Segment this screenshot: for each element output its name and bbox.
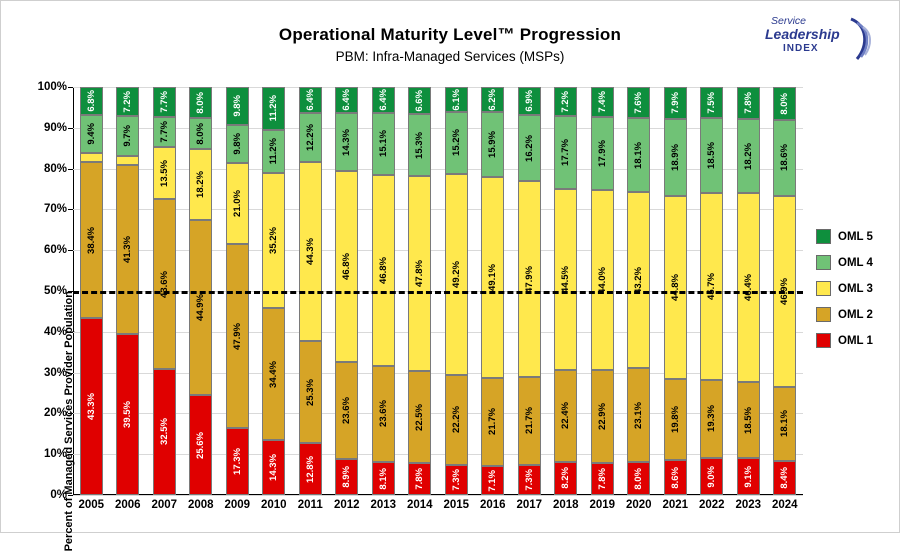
bar-segment-value-label: 6.8%	[85, 90, 97, 112]
bar-segment-oml-1[interactable]	[226, 428, 249, 495]
bar-segment-oml-2[interactable]	[481, 378, 504, 467]
bar-segment-value-label: 47.9%	[231, 322, 243, 350]
bar-segment-value-label: 7.8%	[414, 468, 425, 490]
bar-segment-value-label: 8.0%	[779, 92, 790, 115]
bar-segment-value-label: 34.4%	[268, 360, 279, 388]
bar-segment-value-label: 23.1%	[633, 401, 644, 429]
bar-segment-value-label: 9.8%	[231, 95, 243, 117]
bar-segment-oml-3[interactable]	[518, 181, 541, 376]
bar-segment-oml-2[interactable]	[737, 382, 760, 457]
bar-segment-value-label: 49.1%	[487, 263, 498, 291]
y-tick-label: 30%	[43, 366, 67, 379]
bar-segment-value-label: 47.8%	[414, 260, 425, 288]
bar-segment-value-label: 14.3%	[268, 454, 279, 481]
bar-segment-value-label: 7.5%	[706, 91, 717, 114]
bar-segment-value-label: 15.1%	[377, 130, 389, 158]
legend-item[interactable]	[816, 333, 896, 348]
bar-segment-value-label: 43.6%	[158, 270, 170, 298]
bar-segment-value-label: 11.2%	[268, 95, 279, 122]
bar-segment-value-label: 6.4%	[304, 89, 316, 111]
bar-segment-oml-3[interactable]	[372, 175, 395, 366]
x-tick-label: 2024	[771, 499, 798, 511]
bar-segment-oml-4[interactable]	[627, 118, 650, 192]
bar-segment-value-label: 25.3%	[304, 378, 316, 406]
bar-segment-oml-4[interactable]	[226, 125, 249, 163]
legend-label: OML 1	[838, 334, 873, 347]
bar-segment-oml-1[interactable]	[627, 462, 650, 495]
bar-segment-oml-5[interactable]	[408, 87, 431, 114]
bar-segment-oml-5[interactable]	[189, 87, 212, 118]
x-tick-label: 2008	[187, 499, 214, 511]
bar-segment-value-label: 8.9%	[341, 466, 352, 488]
bar-segment-oml-2[interactable]	[335, 362, 358, 458]
y-axis-title: Percent of Managed Services Provider Population	[63, 291, 75, 551]
bar-segment-value-label: 7.3%	[523, 469, 535, 491]
bar-segment-value-label: 44.3%	[304, 238, 316, 266]
bar-segment-value-label: 15.2%	[450, 129, 462, 157]
bar-segment-oml-5[interactable]	[481, 87, 504, 112]
logo-line-1: Service	[771, 15, 807, 27]
bar-segment-oml-5[interactable]	[664, 87, 687, 119]
bar-segment-value-label: 39.5%	[122, 400, 133, 428]
bar-segment-oml-1[interactable]	[591, 463, 614, 495]
bar-segment-value-label: 11.2%	[268, 138, 279, 165]
bar-segment-oml-4[interactable]	[116, 116, 139, 156]
bar-segment-oml-3[interactable]	[700, 193, 723, 379]
legend-item[interactable]	[816, 229, 896, 244]
bar-segment-value-label: 25.6%	[195, 431, 206, 459]
bar-segment-oml-3[interactable]	[80, 153, 103, 162]
bar-segment-oml-5[interactable]	[700, 87, 723, 118]
y-tick-label: 80%	[43, 162, 67, 175]
bar-segment-oml-3[interactable]	[481, 177, 504, 377]
chart-subtitle: PBM: Infra-Managed Services (MSPs)	[335, 49, 565, 64]
bar-segment-oml-4[interactable]	[299, 113, 322, 162]
bar-segment-oml-3[interactable]	[445, 174, 468, 375]
bar-segment-oml-5[interactable]	[262, 87, 285, 130]
chart-legend	[816, 229, 896, 359]
legend-color-swatch	[816, 229, 831, 244]
bar-segment-value-label: 18.9%	[669, 144, 681, 172]
bar-segment-oml-4[interactable]	[372, 113, 395, 175]
bar-segment-value-label: 19.3%	[706, 405, 717, 433]
bar-segment-oml-4[interactable]	[518, 115, 541, 181]
y-tick-label: 40%	[43, 325, 67, 338]
x-tick-label: 2011	[297, 499, 323, 511]
bar-segment-value-label: 6.1%	[450, 88, 462, 111]
bar-segment-value-label: 7.6%	[633, 91, 644, 114]
bar-segment-value-label: 7.8%	[742, 92, 754, 114]
fifty-percent-reference-line	[73, 291, 803, 294]
bar-segment-oml-1[interactable]	[372, 462, 395, 495]
logo-line-2: Leadership	[765, 26, 840, 42]
bar-segment-oml-2[interactable]	[226, 244, 249, 429]
bar-segment-oml-1[interactable]	[664, 460, 687, 495]
bar-segment-value-label: 6.2%	[487, 88, 498, 111]
bar-segment-oml-5[interactable]	[80, 87, 103, 115]
bar-segment-oml-4[interactable]	[262, 130, 285, 173]
bar-segment-oml-5[interactable]	[445, 87, 468, 112]
bar-segment-value-label: 44.0%	[596, 266, 608, 294]
bar-segment-value-label: 18.5%	[742, 406, 754, 434]
bar-segment-oml-1[interactable]	[299, 443, 322, 495]
bar-segment-oml-2[interactable]	[262, 308, 285, 440]
bar-segment-value-label: 18.2%	[742, 142, 754, 170]
bar-segment-value-label: 12.8%	[304, 455, 316, 483]
y-tick-label: 90%	[43, 121, 67, 134]
bar-segment-value-label: 17.3%	[231, 448, 243, 476]
bar-segment-value-label: 17.7%	[560, 139, 571, 166]
bar-segment-value-label: 23.6%	[377, 400, 389, 428]
bar-segment-value-label: 9.8%	[231, 132, 243, 155]
bar-segment-oml-4[interactable]	[664, 119, 687, 196]
bar-segment-value-label: 18.1%	[633, 141, 644, 169]
bar-segment-oml-2[interactable]	[518, 377, 541, 466]
bar-segment-value-label: 6.6%	[414, 89, 425, 112]
bar-segment-oml-3[interactable]	[591, 190, 614, 370]
bar-segment-oml-4[interactable]	[335, 113, 358, 171]
bar-segment-oml-2[interactable]	[408, 371, 431, 463]
legend-color-swatch	[816, 333, 831, 348]
bar-segment-value-label: 7.4%	[596, 91, 608, 113]
bar-segment-value-label: 18.1%	[779, 410, 790, 438]
bar-segment-oml-3[interactable]	[226, 163, 249, 244]
bar-segment-oml-5[interactable]	[372, 87, 395, 113]
bar-segment-value-label: 35.2%	[268, 227, 279, 255]
bar-segment-value-label: 7.7%	[158, 121, 170, 143]
bar-segment-oml-1[interactable]	[116, 334, 139, 495]
bar-segment-oml-3[interactable]	[262, 173, 285, 308]
bar-segment-value-label: 22.2%	[450, 406, 462, 434]
bar-segment-oml-3[interactable]	[408, 176, 431, 371]
y-tick-label: 20%	[43, 407, 67, 420]
chart-title: Operational Maturity Level™ Progression	[278, 25, 622, 44]
x-tick-label: 2015	[443, 499, 470, 511]
bar-segment-oml-2[interactable]	[80, 162, 103, 319]
bar-segment-value-label: 46.8%	[341, 253, 352, 281]
y-tick-label: 0%	[50, 489, 67, 501]
bar-segment-value-label: 9.7%	[122, 125, 133, 148]
bar-segment-oml-5[interactable]	[116, 87, 139, 116]
bar-segment-value-label: 7.3%	[450, 469, 462, 491]
bar-segment-value-label: 32.5%	[158, 418, 170, 446]
bar-segment-value-label: 47.9%	[523, 265, 535, 293]
x-axis-labels	[73, 499, 803, 511]
bar-segment-oml-1[interactable]	[700, 458, 723, 495]
bar-segment-value-label: 16.2%	[523, 134, 535, 162]
y-tick-label: 60%	[43, 244, 67, 257]
bar-segment-value-label: 6.4%	[377, 89, 389, 111]
bar-segment-oml-4[interactable]	[153, 117, 176, 147]
bar-segment-value-label: 9.4%	[85, 123, 97, 145]
x-tick-label: 2021	[662, 499, 689, 511]
bar-segment-oml-2[interactable]	[700, 380, 723, 459]
bar-segment-oml-4[interactable]	[700, 118, 723, 193]
bar-segment-value-label: 18.2%	[195, 171, 206, 199]
y-tick-label: 10%	[43, 448, 67, 461]
bar-segment-oml-2[interactable]	[299, 341, 322, 443]
x-tick-label: 2013	[370, 499, 397, 511]
bar-segment-value-label: 22.4%	[560, 402, 571, 430]
bar-segment-oml-2[interactable]	[116, 165, 139, 334]
bar-segment-oml-1[interactable]	[408, 463, 431, 495]
gridline	[73, 495, 803, 496]
bar-segment-oml-4[interactable]	[554, 116, 577, 188]
bar-segment-oml-1[interactable]	[773, 461, 796, 495]
bar-segment-value-label: 43.3%	[85, 393, 97, 421]
x-tick-label: 2017	[516, 499, 543, 511]
bar-segment-value-label: 43.2%	[633, 266, 644, 294]
bar-segment-oml-5[interactable]	[554, 87, 577, 116]
x-tick-label: 2018	[552, 499, 579, 511]
bar-segment-oml-3[interactable]	[299, 162, 322, 341]
bar-segment-value-label: 22.9%	[596, 403, 608, 430]
bar-segment-value-label: 46.9%	[779, 277, 790, 305]
bar-segment-value-label: 6.9%	[523, 90, 535, 112]
bar-segment-oml-1[interactable]	[737, 458, 760, 495]
bar-segment-oml-5[interactable]	[591, 87, 614, 117]
logo-line-3: INDEX	[783, 43, 819, 54]
bar-segment-oml-3[interactable]	[627, 192, 650, 368]
bar-segment-value-label: 14.3%	[341, 128, 352, 156]
bar-segment-oml-5[interactable]	[773, 87, 796, 120]
bar-segment-value-label: 13.5%	[158, 159, 170, 187]
bar-segment-value-label: 8.4%	[779, 467, 790, 489]
bar-segment-value-label: 8.0%	[195, 91, 206, 114]
x-tick-label: 2014	[406, 499, 433, 511]
bar-segment-value-label: 8.0%	[633, 467, 644, 490]
bar-segment-oml-3[interactable]	[153, 147, 176, 200]
bar-segment-value-label: 9.0%	[706, 465, 717, 488]
bar-segment-value-label: 45.7%	[706, 272, 717, 300]
bar-segment-oml-4[interactable]	[591, 117, 614, 190]
bar-segment-value-label: 12.2%	[304, 124, 316, 151]
legend-color-swatch	[816, 281, 831, 296]
bar-segment-oml-2[interactable]	[554, 370, 577, 461]
bar-segment-value-label: 38.4%	[85, 226, 97, 254]
bar-segment-oml-2[interactable]	[445, 375, 468, 466]
legend-item[interactable]	[816, 307, 896, 322]
bar-segment-oml-3[interactable]	[335, 171, 358, 362]
bar-segment-oml-1[interactable]	[518, 465, 541, 495]
legend-color-swatch	[816, 255, 831, 270]
bar-segment-value-label: 15.3%	[414, 131, 425, 159]
bar-segment-oml-1[interactable]	[80, 318, 103, 495]
bar-segment-oml-3[interactable]	[116, 156, 139, 165]
bar-segment-value-label: 21.7%	[487, 408, 498, 436]
y-tick-label: 70%	[43, 203, 67, 216]
y-tick-label: 50%	[43, 285, 67, 297]
bar-segment-value-label: 49.2%	[450, 260, 462, 288]
bar-segment-value-label: 7.7%	[158, 91, 170, 113]
x-tick-label: 2005	[78, 499, 105, 511]
bar-segment-value-label: 22.5%	[414, 403, 425, 431]
x-tick-label: 2022	[698, 499, 725, 511]
bar-segment-oml-4[interactable]	[445, 112, 468, 174]
bar-segment-oml-1[interactable]	[189, 395, 212, 495]
bar-segment-oml-1[interactable]	[554, 462, 577, 495]
bar-segment-value-label: 41.3%	[122, 236, 133, 264]
bar-segment-value-label: 8.1%	[377, 467, 389, 490]
bar-segment-oml-1[interactable]	[481, 466, 504, 495]
x-tick-label: 2009	[224, 499, 251, 511]
bar-segment-oml-5[interactable]	[226, 87, 249, 125]
bar-segment-oml-2[interactable]	[627, 368, 650, 462]
bar-segment-value-label: 7.2%	[122, 90, 133, 113]
bar-segment-oml-2[interactable]	[189, 220, 212, 395]
legend-item[interactable]	[816, 255, 896, 270]
bar-segment-value-label: 8.2%	[560, 467, 571, 490]
bar-segment-oml-3[interactable]	[737, 193, 760, 382]
bar-segment-value-label: 19.8%	[669, 406, 681, 433]
bar-segment-oml-4[interactable]	[773, 120, 796, 196]
legend-item[interactable]	[816, 281, 896, 296]
x-tick-label: 2012	[333, 499, 360, 511]
x-tick-label: 2020	[625, 499, 652, 511]
bar-segment-value-label: 7.9%	[669, 92, 681, 114]
bar-segment-oml-4[interactable]	[189, 118, 212, 149]
bar-segment-oml-5[interactable]	[518, 87, 541, 115]
bar-segment-oml-1[interactable]	[445, 465, 468, 495]
x-tick-label: 2007	[151, 499, 178, 511]
bar-segment-value-label: 44.8%	[669, 274, 681, 302]
bar-segment-oml-1[interactable]	[153, 369, 176, 495]
service-leadership-index-logo	[765, 15, 875, 63]
bar-segment-value-label: 7.2%	[560, 90, 571, 113]
x-tick-label: 2019	[589, 499, 616, 511]
bar-segment-value-label: 9.1%	[742, 465, 754, 488]
bar-segment-oml-4[interactable]	[408, 114, 431, 176]
bar-segment-oml-2[interactable]	[372, 366, 395, 462]
bar-segment-oml-2[interactable]	[153, 199, 176, 368]
bar-segment-value-label: 46.4%	[742, 274, 754, 302]
bar-segment-value-label: 17.9%	[596, 140, 608, 168]
bar-segment-value-label: 6.4%	[341, 89, 352, 111]
bar-segment-oml-3[interactable]	[664, 196, 687, 379]
x-tick-label: 2016	[479, 499, 506, 511]
bar-segment-oml-5[interactable]	[299, 87, 322, 113]
bar-segment-oml-2[interactable]	[664, 379, 687, 460]
bar-segment-oml-3[interactable]	[189, 149, 212, 220]
bar-segment-oml-4[interactable]	[737, 119, 760, 193]
bar-segment-value-label: 18.6%	[779, 144, 790, 172]
bar-segment-oml-1[interactable]	[335, 459, 358, 495]
x-tick-label: 2023	[735, 499, 762, 511]
legend-label: OML 2	[838, 308, 873, 321]
bar-segment-oml-1[interactable]	[262, 440, 285, 495]
bar-segment-oml-2[interactable]	[773, 387, 796, 461]
x-tick-label: 2010	[260, 499, 287, 511]
bar-segment-value-label: 23.6%	[341, 397, 352, 425]
bar-segment-value-label: 8.0%	[195, 123, 206, 145]
bar-segment-oml-5[interactable]	[627, 87, 650, 118]
bar-segment-oml-4[interactable]	[80, 115, 103, 153]
bar-segment-oml-5[interactable]	[737, 87, 760, 119]
bar-segment-oml-5[interactable]	[153, 87, 176, 117]
x-tick-label: 2006	[114, 499, 141, 511]
y-tick-mark	[68, 495, 73, 496]
legend-color-swatch	[816, 307, 831, 322]
bar-segment-value-label: 15.9%	[487, 131, 498, 159]
bar-segment-oml-3[interactable]	[554, 189, 577, 371]
legend-label: OML 4	[838, 256, 873, 269]
bar-segment-value-label: 7.8%	[596, 468, 608, 490]
bar-segment-value-label: 18.5%	[706, 141, 717, 169]
bar-segment-value-label: 21.7%	[523, 407, 535, 435]
bar-segment-oml-4[interactable]	[481, 112, 504, 177]
bar-segment-value-label: 46.8%	[377, 256, 389, 284]
bar-segment-value-label: 44.5%	[560, 265, 571, 293]
legend-label: OML 5	[838, 230, 873, 243]
bar-segment-value-label: 7.1%	[487, 469, 498, 492]
bar-segment-value-label: 8.6%	[669, 466, 681, 489]
bar-segment-oml-2[interactable]	[591, 370, 614, 463]
bar-segment-value-label: 44.9%	[195, 294, 206, 322]
bar-segment-oml-5[interactable]	[335, 87, 358, 113]
legend-label: OML 3	[838, 282, 873, 295]
bar-segment-value-label: 21.0%	[231, 189, 243, 217]
y-tick-label: 100%	[37, 81, 67, 93]
